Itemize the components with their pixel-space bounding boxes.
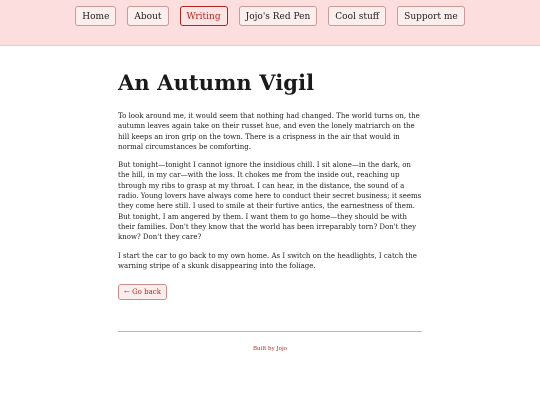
footer-divider [118,331,422,332]
article-container [118,46,422,352]
nav-about-button[interactable]: About [127,6,168,26]
go-back-button[interactable]: ← Go back [118,284,167,300]
article-title: An Autumn Vigil [118,70,315,95]
nav-support-button[interactable]: Support me [397,6,465,26]
nav-red-pen-button[interactable]: Jojo's Red Pen [239,6,318,26]
article-paragraph-3: I start the car to go back to my own home. As I switch on the headlights, I catch the warning stripe of a skunk disappearing into the foliage. [118,251,417,270]
nav-home-button[interactable]: Home [75,6,116,26]
footer-credit: Built by Jojo [253,346,287,353]
article-paragraph-1: To look around me, it would seem that nothing had changed. The world turns on, the autumn leaves again take on their russet hue, and even the lonely matriarch on the hill keeps an iron grip on the town. There is a crispness in the air that would in normal circumstances be comforting. [118,112,420,151]
nav-writing-button[interactable]: Writing [180,6,228,26]
nav-cool-stuff-button[interactable]: Cool stuff [328,6,386,26]
top-navigation-bar [0,0,540,46]
article-paragraph-2: But tonight—tonight I cannot ignore the insidious chill. I sit alone—in the dark, on the hill, in my car—with the loss. It chokes me from the inside out, reaching up through my ribs to grasp at my throat. I can hear, in the distance, the sound of a radio. Young lovers have always come here to conduct their secret business; it seems they come here still. I used to smile at their furtive antics, the earnestness of them. But tonight, I am angered by them. I want them to go home—they should be with their families. Don't they know that the world has been irreparably torn? Don't they know? Don't they care? [118,161,422,242]
